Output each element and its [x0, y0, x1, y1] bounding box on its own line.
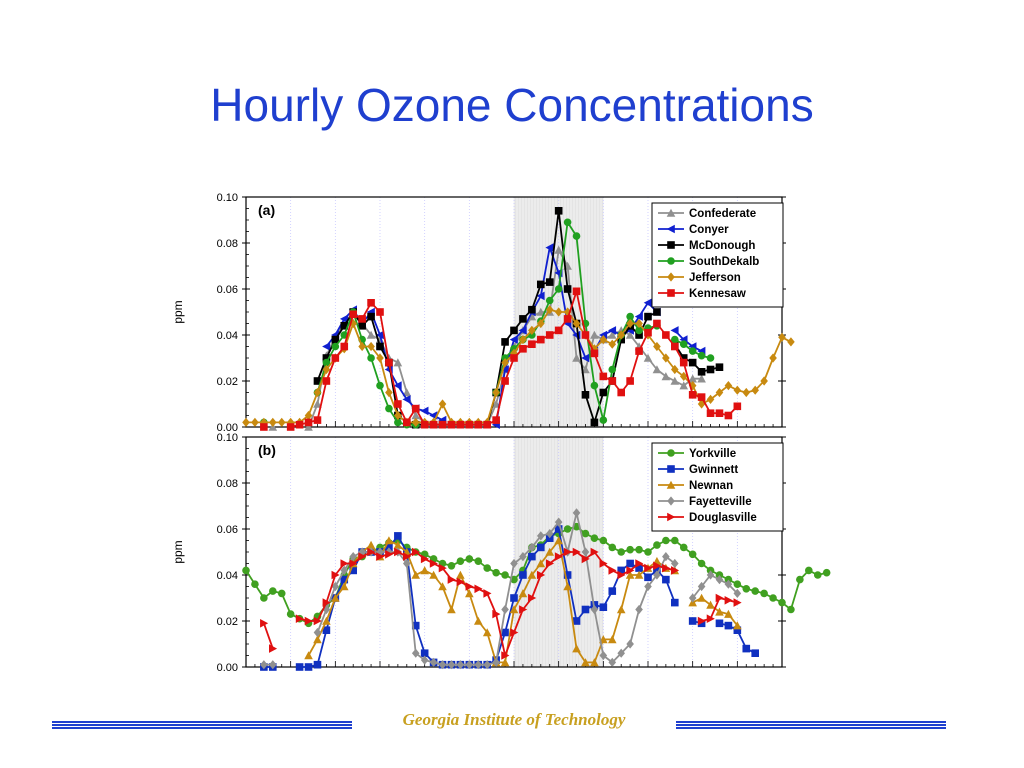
legend-swatch-marker — [667, 257, 675, 265]
data-point — [582, 530, 590, 538]
data-point — [269, 418, 277, 427]
data-point — [492, 416, 500, 424]
data-point — [698, 393, 706, 401]
data-point — [466, 421, 474, 429]
data-point — [564, 219, 572, 227]
data-point — [751, 649, 759, 657]
data-point — [474, 617, 483, 625]
legend-label: McDonough — [689, 240, 756, 252]
data-point — [448, 575, 456, 584]
legend-label: Yorkville — [689, 448, 737, 460]
data-point — [251, 418, 259, 427]
data-point — [626, 546, 634, 554]
legend-swatch-marker — [667, 241, 675, 249]
data-point — [608, 377, 616, 385]
data-point — [689, 617, 697, 625]
y-tick-label: 0.08 — [216, 238, 238, 250]
data-point — [537, 544, 545, 552]
y-tick-label: 0.00 — [216, 422, 238, 434]
data-point — [367, 299, 375, 307]
data-point — [698, 368, 706, 376]
data-point — [367, 354, 375, 362]
data-point — [385, 405, 393, 413]
data-point — [680, 340, 688, 348]
data-point — [501, 571, 509, 579]
data-point — [591, 382, 599, 390]
data-point — [617, 389, 625, 397]
data-point — [287, 610, 295, 618]
data-point — [573, 617, 581, 625]
data-point — [376, 382, 384, 390]
legend-label: Fayetteville — [689, 496, 752, 508]
data-point — [769, 353, 777, 362]
data-point — [707, 614, 715, 623]
data-point — [528, 553, 536, 561]
data-point — [376, 308, 384, 316]
data-point — [689, 347, 697, 355]
data-point — [742, 645, 750, 653]
data-point — [608, 366, 616, 374]
data-point — [358, 315, 366, 323]
data-point — [734, 580, 742, 588]
data-point — [787, 606, 795, 614]
data-point — [537, 281, 545, 289]
data-point — [635, 546, 643, 554]
data-point — [528, 340, 536, 348]
series-kennesaw — [260, 288, 741, 431]
y-tick-label: 0.10 — [216, 432, 238, 444]
data-point — [600, 416, 608, 424]
legend-label: Confederate — [689, 208, 757, 220]
data-point — [457, 557, 465, 565]
data-point — [635, 347, 643, 355]
data-point — [600, 603, 608, 611]
data-point — [671, 599, 679, 607]
series-southdekalb — [260, 219, 714, 429]
footer-text: Georgia Institute of Technology — [402, 710, 626, 729]
data-point — [323, 377, 331, 385]
data-point — [314, 661, 322, 669]
y-tick-label: 0.08 — [216, 478, 238, 490]
data-point — [430, 421, 438, 429]
data-point — [564, 285, 572, 293]
data-point — [760, 590, 768, 598]
data-point — [466, 555, 474, 563]
footer-rule-right — [676, 721, 946, 730]
data-point — [626, 560, 634, 568]
data-point — [555, 327, 563, 335]
data-point — [582, 391, 590, 399]
data-point — [501, 605, 509, 614]
y-tick-label: 0.04 — [216, 330, 238, 342]
data-point — [608, 544, 616, 552]
data-point — [403, 395, 411, 404]
data-point — [412, 405, 420, 413]
data-point — [519, 571, 527, 579]
legend-label: Jefferson — [689, 272, 741, 284]
data-point — [411, 571, 420, 579]
panel-label: (a) — [258, 202, 276, 218]
data-point — [501, 377, 509, 385]
data-point — [322, 342, 330, 351]
data-point — [385, 359, 393, 367]
data-point — [546, 331, 554, 339]
data-point — [564, 525, 572, 533]
data-point — [644, 313, 652, 321]
legend-label: Conyer — [689, 224, 729, 236]
data-point — [600, 373, 608, 381]
data-point — [662, 552, 670, 561]
data-point — [394, 532, 402, 540]
data-point — [546, 278, 554, 286]
data-point — [385, 536, 394, 544]
data-point — [725, 596, 733, 605]
data-point — [420, 566, 429, 574]
data-point — [671, 537, 679, 545]
data-point — [725, 381, 733, 390]
data-point — [340, 343, 348, 351]
data-point — [367, 313, 375, 321]
data-point — [573, 232, 581, 240]
legend-label: SouthDekalb — [689, 256, 760, 268]
data-point — [662, 576, 670, 584]
data-point — [483, 589, 491, 598]
data-point — [528, 306, 536, 314]
data-point — [394, 358, 403, 366]
data-point — [510, 327, 518, 335]
y-tick-label: 0.04 — [216, 570, 238, 582]
data-point — [608, 566, 616, 575]
data-point — [644, 574, 652, 582]
data-point — [260, 423, 268, 431]
data-point — [555, 207, 563, 215]
data-point — [278, 418, 286, 427]
data-point — [680, 359, 688, 367]
y-tick-label: 0.02 — [216, 376, 238, 388]
data-point — [582, 606, 590, 614]
data-point — [582, 331, 590, 339]
data-point — [448, 562, 456, 570]
data-point — [707, 395, 715, 404]
data-point — [546, 297, 554, 305]
y-tick-label: 0.00 — [216, 662, 238, 674]
data-point — [332, 354, 340, 362]
data-point — [466, 582, 474, 591]
data-point — [564, 315, 572, 323]
legend-label: Newnan — [689, 480, 734, 492]
data-point — [697, 594, 706, 602]
data-point — [519, 345, 527, 353]
data-point — [716, 620, 724, 628]
data-point — [385, 388, 393, 397]
data-point — [591, 534, 599, 542]
data-point — [376, 343, 384, 351]
data-point — [823, 569, 831, 577]
data-point — [671, 326, 679, 335]
data-point — [403, 419, 411, 427]
data-point — [725, 622, 733, 630]
data-point — [617, 605, 626, 613]
data-point — [573, 288, 581, 296]
data-point — [260, 594, 268, 602]
data-point — [555, 285, 563, 293]
legend-label: Kennesaw — [689, 288, 746, 300]
data-point — [787, 337, 795, 346]
data-point — [698, 352, 706, 360]
data-point — [617, 548, 625, 556]
data-point — [304, 651, 313, 659]
data-point — [734, 403, 742, 411]
data-point — [439, 421, 447, 429]
data-point — [483, 421, 491, 429]
data-point — [716, 388, 724, 397]
data-point — [716, 363, 724, 371]
y-tick-label: 0.06 — [216, 524, 238, 536]
data-point — [591, 419, 599, 427]
data-point — [296, 663, 304, 671]
chart-panel-b — [171, 432, 830, 674]
data-point — [358, 322, 366, 330]
data-point — [537, 336, 545, 344]
data-point — [457, 578, 465, 587]
legend-label: Gwinnett — [689, 464, 739, 476]
data-point — [242, 567, 250, 575]
data-point — [644, 329, 652, 337]
data-point — [751, 587, 759, 595]
data-point — [474, 585, 482, 594]
data-point — [644, 548, 652, 556]
data-point — [778, 333, 786, 342]
data-point — [269, 644, 277, 653]
data-point — [305, 419, 313, 427]
data-point — [457, 421, 465, 429]
data-point — [716, 409, 724, 417]
data-point — [242, 418, 250, 427]
footer-rule-left — [52, 721, 352, 730]
data-point — [635, 605, 643, 614]
data-point — [429, 571, 438, 579]
data-point — [707, 354, 715, 362]
y-tick-label: 0.06 — [216, 284, 238, 296]
data-point — [332, 343, 340, 351]
data-point — [778, 599, 786, 607]
panel-label: (b) — [258, 442, 276, 458]
legend-swatch-marker — [667, 289, 675, 297]
data-point — [671, 343, 679, 351]
data-point — [769, 594, 777, 602]
data-point — [707, 409, 715, 417]
data-point — [251, 580, 259, 588]
data-point — [600, 537, 608, 545]
data-point — [608, 587, 616, 595]
data-point — [287, 423, 295, 431]
data-point — [456, 571, 465, 579]
data-point — [474, 421, 482, 429]
legend — [652, 443, 783, 531]
data-point — [626, 377, 634, 385]
data-point — [349, 311, 357, 319]
data-point — [269, 587, 277, 595]
data-point — [314, 416, 322, 424]
data-point — [492, 569, 500, 577]
chart-panel-a — [171, 192, 795, 434]
y-tick-label: 0.10 — [216, 192, 238, 204]
y-axis-label: ppm — [171, 540, 185, 564]
data-point — [707, 366, 715, 374]
legend-label: Douglasville — [689, 512, 757, 524]
data-point — [483, 564, 491, 572]
slide-title: Hourly Ozone Concentrations — [210, 79, 814, 131]
data-point — [600, 389, 608, 397]
data-point — [305, 663, 313, 671]
data-point — [448, 421, 456, 429]
data-point — [742, 388, 750, 397]
data-point — [278, 590, 286, 598]
data-point — [671, 377, 680, 385]
data-point — [510, 354, 518, 362]
data-point — [698, 560, 706, 568]
data-point — [394, 400, 402, 408]
data-point — [501, 338, 509, 346]
data-point — [716, 594, 724, 603]
data-point — [805, 567, 813, 575]
legend — [652, 203, 783, 307]
data-point — [412, 649, 420, 658]
data-point — [653, 541, 661, 549]
data-point — [439, 399, 447, 408]
data-point — [796, 576, 804, 584]
data-point — [447, 605, 456, 613]
data-point — [591, 350, 599, 358]
data-point — [814, 571, 822, 579]
data-point — [510, 594, 518, 602]
data-point — [519, 315, 527, 323]
data-point — [734, 386, 742, 395]
data-point — [662, 331, 670, 339]
data-point — [689, 391, 697, 399]
data-point — [421, 421, 429, 429]
data-point — [689, 551, 697, 559]
y-tick-label: 0.02 — [216, 616, 238, 628]
legend-swatch-marker — [667, 449, 675, 457]
data-point — [653, 308, 661, 316]
y-axis-label: ppm — [171, 300, 185, 324]
data-point — [742, 585, 750, 593]
data-point — [662, 537, 670, 545]
data-point — [725, 412, 733, 420]
data-point — [653, 320, 661, 328]
legend-swatch-marker — [667, 465, 675, 473]
data-point — [474, 557, 482, 565]
data-point — [680, 544, 688, 552]
data-point — [296, 421, 304, 429]
data-point — [689, 359, 697, 367]
